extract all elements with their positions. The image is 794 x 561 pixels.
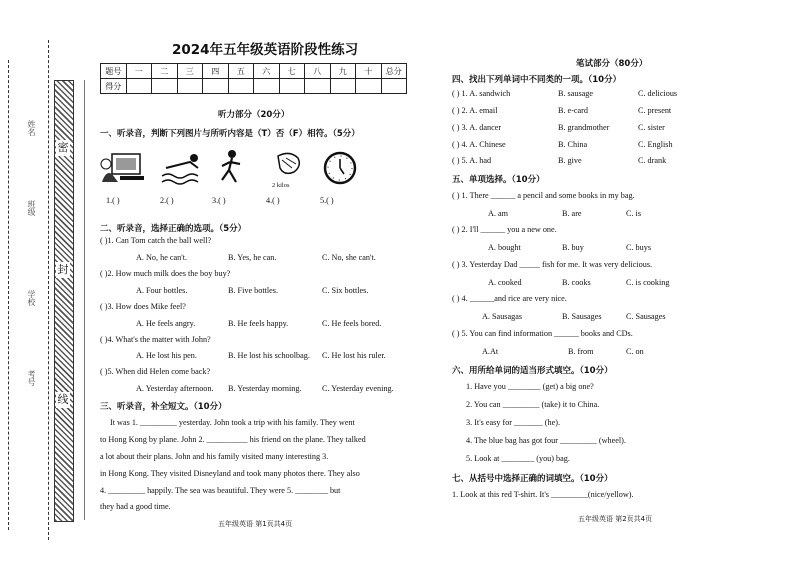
s2-question-3: ( )3. How does Mike feel? [100, 302, 186, 311]
s3-passage-line-5: 4. _________ happily. The sea was beautiful. They were 5. ________ but [100, 486, 341, 495]
score-table-score-row [101, 79, 407, 94]
s2-q3-option-c: C. He feels bored. [322, 319, 382, 328]
score-header-cell: 十 [356, 64, 382, 79]
s3-passage-line-3: a lot about their plans. John and his family visited many interesting 3. [100, 452, 329, 461]
s2-q3-option-b: B. He feels happy. [228, 319, 289, 328]
seal-char-xian: 线 [57, 393, 69, 406]
score-header-cell: 题号 [101, 64, 127, 79]
s3-passage-line-6: they had a good time. [100, 502, 171, 511]
score-cell[interactable] [254, 79, 280, 94]
section-3-title: 三、听录音，补全短文。（10分） [100, 402, 227, 412]
s6-line-1: 1. Have you ________ (get) a big one? [466, 382, 594, 391]
s5-q1-option-b: B. are [562, 209, 582, 218]
section-2-title: 二、听录音，选择正确的选项。（5分） [100, 224, 247, 234]
picture-answer-1[interactable]: 1.( ) [106, 196, 120, 205]
binding-label-school: 学校 [27, 290, 36, 306]
binding-dash-inner [48, 40, 49, 540]
s2-q1-option-c: C. No, she can't. [322, 253, 376, 262]
score-header-cell: 四 [203, 64, 229, 79]
s3-passage-line-1: It was 1. _________ yesterday. John took a trip with his family. They went [110, 418, 355, 427]
score-header-cell: 三 [177, 64, 203, 79]
s2-question-2: ( )2. How much milk does the boy buy? [100, 269, 231, 278]
picture-answer-2[interactable]: 2.( ) [160, 196, 174, 205]
s5-q2-option-b: B. buy [562, 243, 584, 252]
s4-item-3-c: C. sister [638, 123, 665, 132]
s4-item-1-c: C. delicious [638, 89, 678, 98]
s5-q1-option-c: C. is [626, 209, 642, 218]
score-header-cell: 五 [228, 64, 254, 79]
s4-item-4-c: C. English [638, 140, 673, 149]
s4-item-2: ( ) 2. A. email [452, 106, 498, 115]
s5-question-2: ( ) 2. I'll ______ you a new one. [452, 225, 557, 234]
binding-dash-outer [8, 60, 9, 530]
score-header-cell: 八 [305, 64, 331, 79]
s5-q4-option-a: A. Sausagas [482, 312, 523, 321]
s5-question-4: ( ) 4. ______and rice are very nice. [452, 294, 567, 303]
s2-question-5: ( )5. When did Helen come back? [100, 367, 211, 376]
s5-q4-option-c: C. Sausages [626, 312, 666, 321]
s5-question-5: ( ) 5. You can find information ______ books and CDs. [452, 329, 633, 338]
picture-answer-4[interactable]: 4.( ) [266, 196, 280, 205]
s2-q4-option-a: A. He lost his pen. [136, 351, 197, 360]
s4-item-3-b: B. grandmother [558, 123, 610, 132]
s3-passage-line-2: to Hong Kong by plane. John 2. __________ his friend on the plane. They talked [100, 435, 366, 444]
score-header-cell: 总分 [381, 64, 407, 79]
s5-q3-option-c: C. is cooking [626, 278, 670, 287]
s4-item-3: ( ) 3. A. dancer [452, 123, 502, 132]
s6-line-5: 5. Look at ________ (you) bag. [466, 454, 570, 463]
binding-rule [84, 80, 85, 520]
s4-item-1-b: B. sausage [558, 89, 594, 98]
s5-q3-option-b: B. cooks [562, 278, 591, 287]
score-cell[interactable] [177, 79, 203, 94]
score-cell[interactable] [228, 79, 254, 94]
score-header-cell: 一 [126, 64, 152, 79]
score-table [100, 63, 407, 94]
s2-q5-option-a: A. Yesterday afternoon. [136, 384, 214, 393]
score-header-cell: 七 [279, 64, 305, 79]
s2-question-1: ( )1. Can Tom catch the ball well? [100, 236, 212, 245]
s5-q2-option-c: C. buys [626, 243, 652, 252]
s4-item-5-b: B. give [558, 156, 582, 165]
footer-left: 五年级英语 第1页共4页 [218, 520, 293, 528]
s6-line-3: 3. It's easy for _______ (he). [466, 418, 561, 427]
score-row-label: 得分 [101, 79, 127, 94]
s4-item-5-c: C. drank [638, 156, 667, 165]
score-cell[interactable] [279, 79, 305, 94]
s7-line-1: 1. Look at this red T-shirt. It's _________(nice/yellow). [452, 490, 634, 499]
picture-answer-3[interactable]: 3.( ) [212, 196, 226, 205]
score-header-cell: 六 [254, 64, 280, 79]
s5-q3-option-a: A. cooked [488, 278, 522, 287]
seal-char-feng: 封 [57, 263, 69, 276]
score-cell[interactable] [330, 79, 356, 94]
score-table-header-row [101, 64, 407, 79]
s2-question-4: ( )4. What's the matter with John? [100, 335, 211, 344]
score-cell[interactable] [356, 79, 382, 94]
score-cell[interactable] [305, 79, 331, 94]
s4-item-2-b: B. e-card [558, 106, 589, 115]
section-6-title: 六、用所给单词的适当形式填空。（10分） [452, 366, 613, 376]
s2-q4-option-b: B. He lost his schoolbag. [228, 351, 310, 360]
s2-q1-option-b: B. Yes, he can. [228, 253, 277, 262]
picture-running-girl-icon [214, 148, 246, 188]
picture-clock-icon [322, 150, 358, 186]
section-7-title: 七、从括号中选择正确的词填空。（10分） [452, 474, 613, 484]
s2-q4-option-c: C. He lost his ruler. [322, 351, 386, 360]
s5-q5-option-b: B. from [568, 347, 594, 356]
picture-computer-icon [98, 150, 150, 186]
binding-strip [0, 0, 96, 561]
section-1-title: 一、听录音，判断下列图片与所听内容是（T）否（F）相符。（5分） [100, 129, 360, 139]
s5-question-3: ( ) 3. Yesterday Dad _____ fish for me. It was very delicious. [452, 260, 653, 269]
seal-char-mi: 密 [57, 141, 69, 154]
written-heading: 笔试部分（80分） [576, 59, 648, 69]
score-cell[interactable] [381, 79, 407, 94]
score-cell[interactable] [126, 79, 152, 94]
s5-q5-option-a: A.At [482, 347, 499, 356]
binding-label-id: 考号 [27, 370, 36, 386]
s5-q4-option-b: B. Sausages [562, 312, 602, 321]
listening-heading: 听力部分（20分） [218, 110, 290, 120]
s5-q5-option-c: C. on [626, 347, 644, 356]
binding-label-name: 姓名 [27, 120, 36, 136]
s2-q2-option-c: C. Six bottles. [322, 286, 369, 295]
picture-swimming-icon [160, 150, 204, 186]
s4-item-1: ( ) 1. A. sandwich [452, 89, 511, 98]
s2-q5-option-b: B. Yesterday morning. [228, 384, 302, 393]
s2-q3-option-a: A. He feels angry. [136, 319, 196, 328]
binding-label-class: 班级 [27, 200, 36, 216]
picture-4-weight-label: 2 kilos [272, 182, 290, 189]
s2-q2-option-a: A. Four bottles. [136, 286, 188, 295]
s2-q1-option-a: A. No, he can't. [136, 253, 188, 262]
s2-q2-option-b: B. Five bottles. [228, 286, 279, 295]
section-4-title: 四、找出下列单词中不同类的一项。（10分） [452, 75, 622, 85]
s6-line-2: 2. You can _________ (take) it to China. [466, 400, 600, 409]
s4-item-4-b: B. China [558, 140, 588, 149]
s6-line-4: 4. The blue bag has got four _________ (wheel). [466, 436, 626, 445]
s3-passage-line-4: in Hong Kong. They visited Disneyland and took many photos there. They also [100, 469, 360, 478]
s2-q5-option-c: C. Yesterday evening. [322, 384, 394, 393]
s5-question-1: ( ) 1. There ______ a pencil and some books in my bag. [452, 191, 635, 200]
section-5-title: 五、单项选择。（10分） [452, 175, 545, 185]
score-header-cell: 九 [330, 64, 356, 79]
score-header-cell: 二 [152, 64, 178, 79]
picture-answer-5[interactable]: 5.( ) [320, 196, 334, 205]
footer-right: 五年级英语 第2页共4页 [578, 515, 653, 523]
s5-q2-option-a: A. bought [488, 243, 521, 252]
s4-item-4: ( ) 4. A. Chinese [452, 140, 506, 149]
s4-item-5: ( ) 5. A. had [452, 156, 492, 165]
s4-item-2-c: C. present [638, 106, 672, 115]
page-title: 2024年五年级英语阶段性练习 [172, 42, 359, 58]
s5-q1-option-a: A. am [488, 209, 509, 218]
score-cell[interactable] [152, 79, 178, 94]
score-cell[interactable] [203, 79, 229, 94]
